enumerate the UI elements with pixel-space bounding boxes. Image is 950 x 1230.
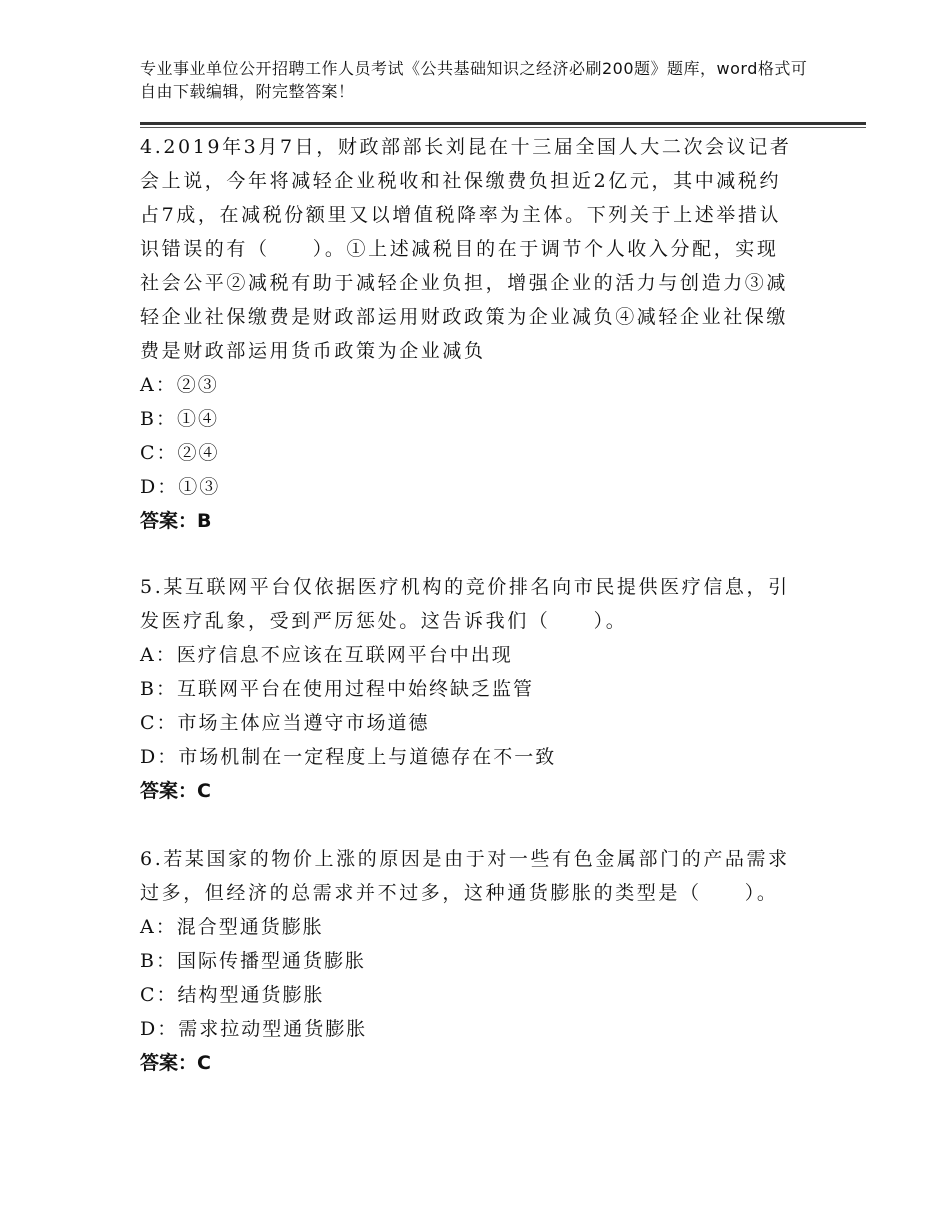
header-divider-thick bbox=[140, 122, 866, 125]
option-b: B：互联网平台在使用过程中始终缺乏监管 bbox=[140, 678, 534, 700]
answer: 答案：B bbox=[140, 510, 212, 532]
answer: 答案：C bbox=[140, 1052, 211, 1074]
option-c: C：结构型通货膨胀 bbox=[140, 984, 325, 1006]
question-text: 5.某互联网平台仅依据医疗机构的竞价排名向市民提供医疗信息，引发医疗乱象，受到严厉惩处。这告诉我们（ ）。 bbox=[140, 576, 790, 632]
question-text: 6.若某国家的物价上涨的原因是由于对一些有色金属部门的产品需求过多，但经济的总需求并不过多，这种通货膨胀的类型是（ ）。 bbox=[140, 848, 790, 904]
option-a: A：混合型通货膨胀 bbox=[140, 916, 324, 938]
option-d: D：需求拉动型通货膨胀 bbox=[140, 1018, 368, 1040]
header-divider-thin bbox=[140, 127, 866, 128]
option-b: B：①④ bbox=[140, 408, 219, 430]
option-b: B：国际传播型通货膨胀 bbox=[140, 950, 366, 972]
question-5 bbox=[140, 570, 800, 808]
option-d: D：①③ bbox=[140, 476, 221, 498]
question-6 bbox=[140, 842, 800, 1080]
option-d: D：市场机制在一定程度上与道德存在不一致 bbox=[140, 746, 557, 768]
option-c: C：②④ bbox=[140, 442, 220, 464]
option-a: A：医疗信息不应该在互联网平台中出现 bbox=[140, 644, 513, 666]
document-header: 专业事业单位公开招聘工作人员考试《公共基础知识之经济必刷200题》题库，word格式可自由下载编辑，附完整答案！ bbox=[140, 59, 808, 101]
option-a: A：②③ bbox=[140, 374, 219, 396]
option-c: C：市场主体应当遵守市场道德 bbox=[140, 712, 430, 734]
question-text: 4.2019年3月7日，财政部部长刘昆在十三届全国人大二次会议记者会上说，今年将减轻企业税收和社保缴费负担近2亿元，其中减税约占7成，在减税份额里又以增值税降率为主体。下列关于上述举措认识错误的有（ ）。①上述减税目的在于调节个人收入分配，实现社会公平②减税有助于减轻企业负担，增强企业的活力与创造力③减轻企业社保缴费是财政部运用财政政策为企业减负④减轻企业社保缴费是财政部运用货币政策为企业减负 bbox=[140, 136, 792, 362]
answer: 答案：C bbox=[140, 780, 211, 802]
question-4 bbox=[140, 130, 800, 538]
